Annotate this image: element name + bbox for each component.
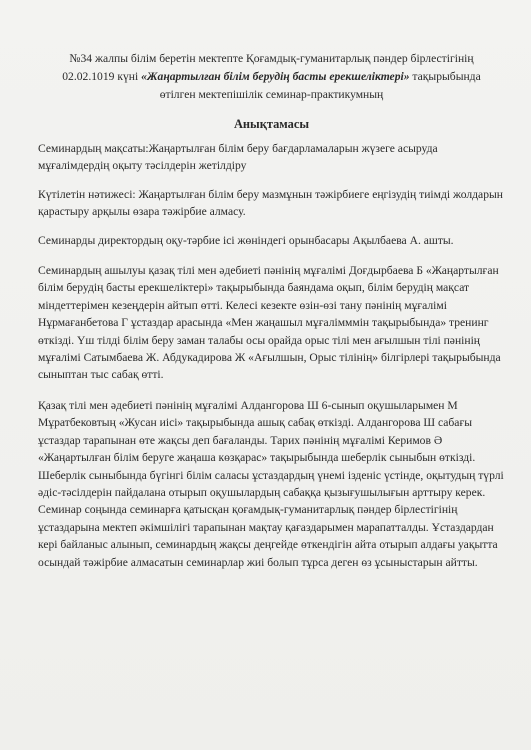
header-line-3: өтілген мектепішілік семинар-практикумның	[159, 88, 384, 101]
paragraph-expected-result: Күтілетін нәтижесі: Жаңартылған білім беру мазмұнын тәжірбиеге еңгізудің тиімді жолдарын қарастыру арқылы өзара тәжірбие алмасу.	[38, 187, 503, 219]
document-header	[38, 50, 505, 104]
header-line-2-suffix: тақырыбында	[409, 70, 481, 83]
document-title: Анықтамасы	[233, 117, 310, 131]
header-line-2	[38, 68, 505, 86]
header-line-1: №34 жалпы білім беретін мектепте Қоғамдық-гуманитарлық пәндер бірлестігінің	[69, 52, 474, 65]
paragraph-proceedings: Семинардың ашылуы қазақ тілі мен әдебиеті пәнінің мұғалімі Доғдырбаева Б «Жаңартылған білім берудің басты ерекшеліктері» тақырыбында баяндама оқып, білім берудің мақсат міндеттерімен кезеңдерін айтып өтті. Келесі кезекте өзін-өзі тану пәнінің мұғалімі Нұрмағанбетова Г ұстаздар арасында «Мен жаңашыл мұғалімммін тақырыбында» тренинг өткізді. Үш тілді білім беру заман талабы осы орайда орыс тілі мен ағылшын тілі пәнінің мұғалімі Сатымбаева Ж. Абдукадирова Ж «Ағылшын, Орыс тілінің» білгірлері тақырыбында сыныптан тыс сабақ өтті.	[38, 264, 501, 382]
paragraph-conclusion: Қазақ тілі мен әдебиеті пәнінің мұғалімі Алдангорова Ш 6-сынып оқушыларымен М Мұратбековтың «Жусан иісі» тақырыбында ашық сабақ өткізді. Алдангорова Ш сабағы ұстаздар тарапынан өте жақсы деп бағаланды. Тарих пәнінің мұғалімі Керимов Ә «Жаңартылған білім беруге жаңаша көзқарас» тақырыбында шеберлік сыныбын өткізді. Шеберлік сыныбында бүгінгі білім саласы ұстаздардың үнемі ізденіс үстінде, оқытудың түрлі әдіс-тәсілдерін пайдалана отырып оқушылардың сабаққа қызығушылығын арттыру керек. Семинар соңында семинарға қатысқан қоғамдық-гуманитарлық пәндер бірлестігінің ұстаздарына мектеп әкімшілігі тарапынан мақтау қағаздарымен марапатталды. Ұстаздардан кері байланыс алынып, семинардың жақсы деңгейде өткендігін айта отырып алдағы уақытта осындай тәжірбие алмасатын семинарлар жиі болып тұрса деген өз ұсыныстарын айтты.	[38, 398, 504, 569]
paragraph-opening: Семинарды директордың оқу-тәрбие ісі жөніндегі орынбасары Ақылбаева А. ашты.	[38, 233, 454, 247]
header-date: 02.02.1019 күні	[62, 70, 142, 83]
header-topic: «Жаңартылған білім берудің басты ерекшеліктері»	[141, 70, 410, 83]
paragraph-goal: Семинардың мақсаты:Жаңартылған білім беру бағдарламаларын жүзеге асыруда мұғалімдердің оқыту тәсілдерін жетілдіру	[38, 142, 438, 173]
